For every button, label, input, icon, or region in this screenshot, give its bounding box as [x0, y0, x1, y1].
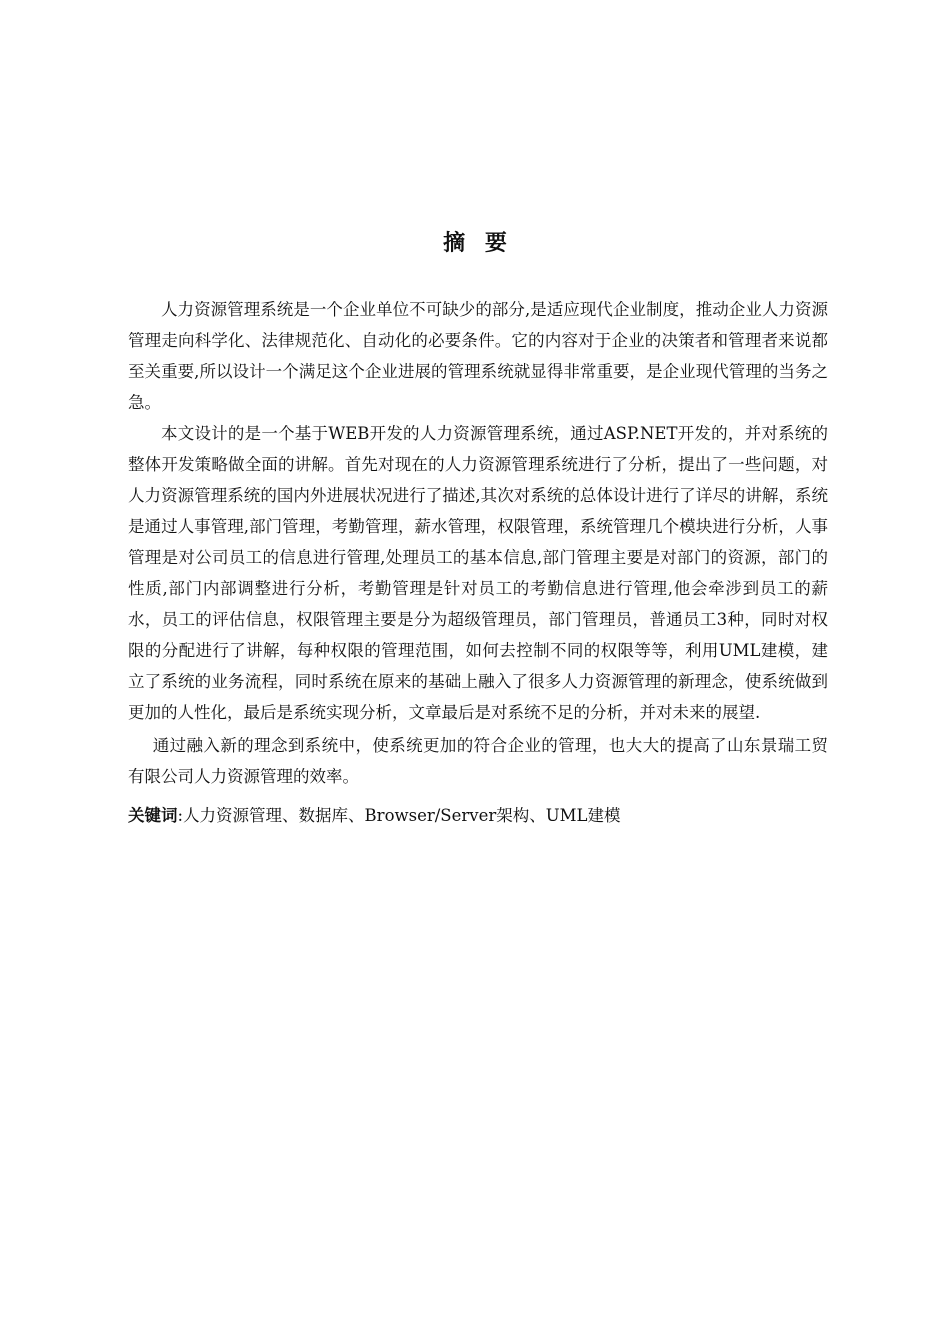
abstract-paragraph-3: 通过融入新的理念到系统中，使系统更加的符合企业的管理，也大大的提高了山东景瑞工贸有限公司人力资源管理的效率。 [128, 736, 828, 786]
abstract-section [128, 226, 828, 831]
abstract-title: 摘 要 [443, 231, 513, 256]
keywords-line [128, 800, 828, 831]
keywords-text: :人力资源管理、数据库、Browser/Server架构、UML建模 [177, 806, 621, 825]
keywords-label: 关键词 [128, 806, 178, 825]
abstract-paragraph-1: 人力资源管理系统是一个企业单位不可缺少的部分,是适应现代企业制度，推动企业人力资源管理走向科学化、法律规范化、自动化的必要条件。它的内容对于企业的决策者和管理者来说都至关重要,所以设计一个满足这个企业进展的管理系统就显得非常重要，是企业现代管理的当务之急。 [128, 300, 828, 412]
abstract-paragraph-2: 本文设计的是一个基于WEB开发的人力资源管理系统，通过ASP.NET开发的，并对系统的整体开发策略做全面的讲解。首先对现在的人力资源管理系统进行了分析，提出了一些问题，对人力资源管理系统的国内外进展状况进行了描述,其次对系统的总体设计进行了详尽的讲解，系统是通过人事管理,部门管理，考勤管理，薪水管理，权限管理，系统管理几个模块进行分析，人事管理是对公司员工的信息进行管理,处理员工的基本信息,部门管理主要是对部门的资源，部门的性质,部门内部调整进行分析，考勤管理是针对员工的考勤信息进行管理,他会牵涉到员工的薪水，员工的评估信息，权限管理主要是分为超级管理员，部门管理员，普通员工3种，同时对权限的分配进行了讲解，每种权限的管理范围，如何去控制不同的权限等等，利用UML建模，建立了系统的业务流程，同时系统在原来的基础上融入了很多人力资源管理的新理念，使系统做到更加的人性化，最后是系统实现分析，文章最后是对系统不足的分析，并对未来的展望. [128, 424, 828, 722]
